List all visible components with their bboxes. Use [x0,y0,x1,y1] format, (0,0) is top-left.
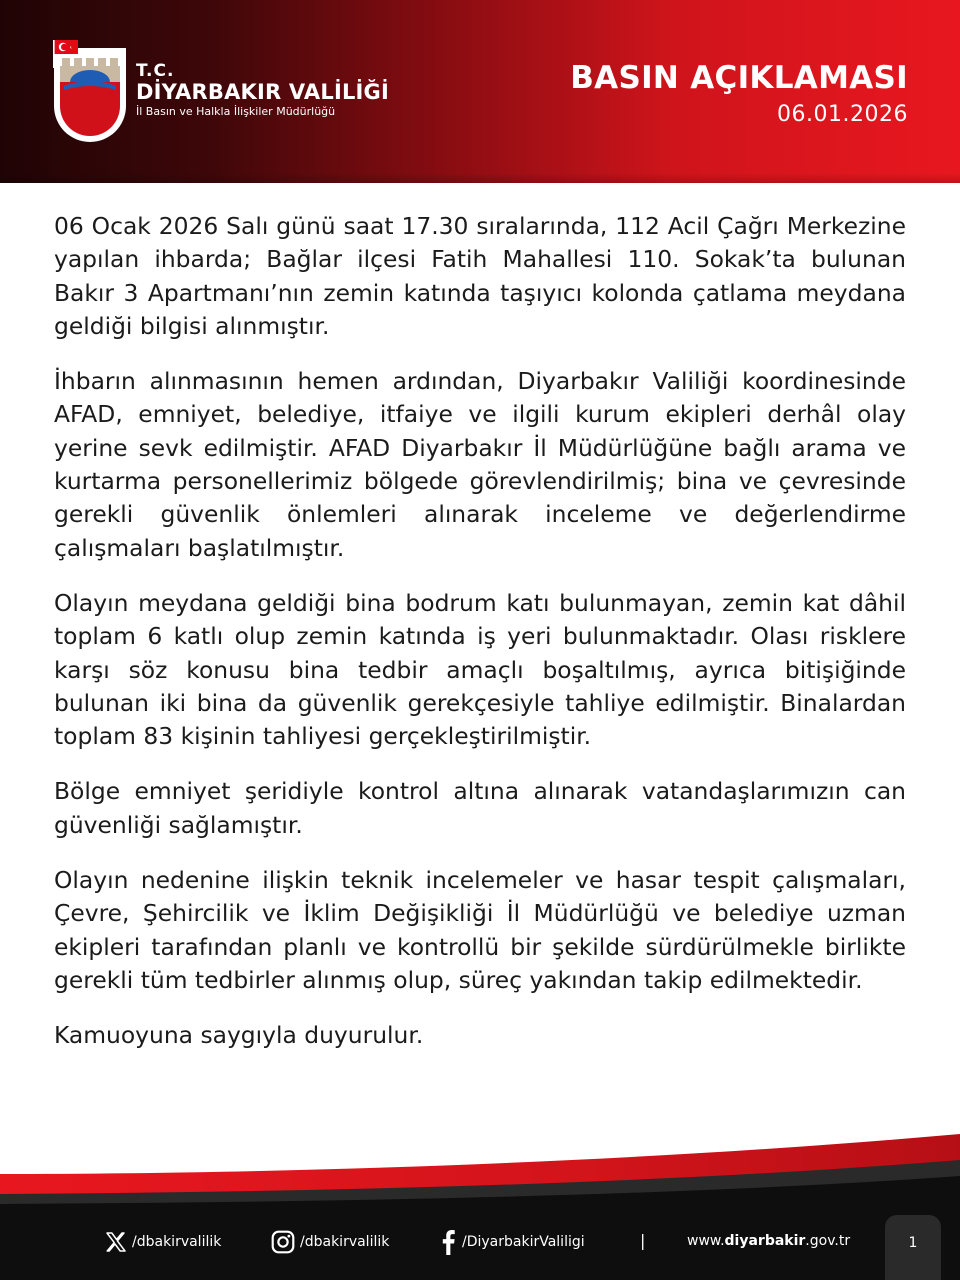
paragraph: Bölge emniyet şeridiyle kontrol altına alınarak vatandaşlarımızın can güvenliği sağlamıştır. [54,777,906,839]
org-subtitle: İl Basın ve Halkla İlişkiler Müdürlüğü [136,105,336,118]
website-suffix: .gov.tr [805,1233,851,1249]
closing-paragraph: Kamuoyuna saygıyla duyurulur. [54,1021,424,1050]
page-number-tab [885,1215,941,1280]
governorate-emblem [48,36,132,144]
x-icon [104,1230,128,1254]
press-title: BASIN AÇIKLAMASI [570,60,908,96]
x-link[interactable] [104,1227,221,1257]
website-link[interactable] [687,1233,850,1249]
website-prefix: www. [687,1233,725,1249]
paragraph: Olayın meydana geldiği bina bodrum katı bulunmayan, zemin kat dâhil toplam 6 katlı olup zemin katında iş yeri bulunmaktadır. Olası risklere karşı söz konusu bina tedbir amaçlı boşaltılmış, ayrıca bitişiğinde bulunan iki bina da güvenlik gerekçesiyle tahliye edilmiştir. Binalardan toplam 83 kişinin tahliyesi gerçekleştirilmiştir. [54,588,906,751]
paragraph: Olayın nedenine ilişkin teknik incelemeler ve hasar tespit çalışmaları, Çevre, Şehircilik ve İklim Değişikliği İl Müdürlüğü ve belediye uzman ekipleri tarafından planlı ve kontrollü bir şekilde sürdürülmekle birlikte gerekli tüm tedbirler alınmış olup, süreç yakından takip edilmektedir. [54,866,906,994]
instagram-icon [270,1229,296,1255]
website-domain: diyarbakir [724,1233,806,1249]
header-shade [0,173,960,183]
footer-swoosh [0,1130,960,1210]
paragraph: 06 Ocak 2026 Salı günü saat 17.30 sıralarında, 112 Acil Çağrı Merkezine yapılan ihbarda; Bağlar ilçesi Fatih Mahallesi 110. Sokak’ta bulunan Bakır 3 Apartmanı’nın zemin katında taşıyıcı kolonda çatlama meydana geldiği bilgisi alınmıştır. [54,212,906,340]
footer-separator: | [640,1231,646,1250]
facebook-link[interactable] [438,1227,585,1257]
org-name: DİYARBAKIR VALİLİĞİ [136,80,390,104]
x-handle: /dbakirvalilik [132,1234,222,1250]
facebook-icon [438,1229,458,1255]
press-body [54,210,906,1075]
page-number: 1 [908,1235,918,1251]
brand-block [136,62,389,119]
footer-bar [0,1205,960,1280]
title-block [570,60,908,128]
header-banner [0,0,960,183]
instagram-handle: /dbakirvalilik [300,1234,390,1250]
paragraph: İhbarın alınmasının hemen ardından, Diyarbakır Valiliği koordinesinde AFAD, emniyet, belediye, itfaiye ve ilgili kurum ekipleri derhâl olay yerine sevk edilmiştir. AFAD Diyarbakır İl Müdürlüğüne bağlı arama ve kurtarma personellerimiz bölgede görevlendirilmiş; bina ve çevresinde gerekli güvenlik önlemleri alınarak inceleme ve değerlendirme çalışmaları başlatılmıştır. [54,367,906,562]
press-date: 06.01.2026 [777,102,908,127]
facebook-handle: /DiyarbakirValiligi [462,1234,585,1250]
org-tc: T.C. [136,61,175,81]
instagram-link[interactable] [270,1227,389,1257]
